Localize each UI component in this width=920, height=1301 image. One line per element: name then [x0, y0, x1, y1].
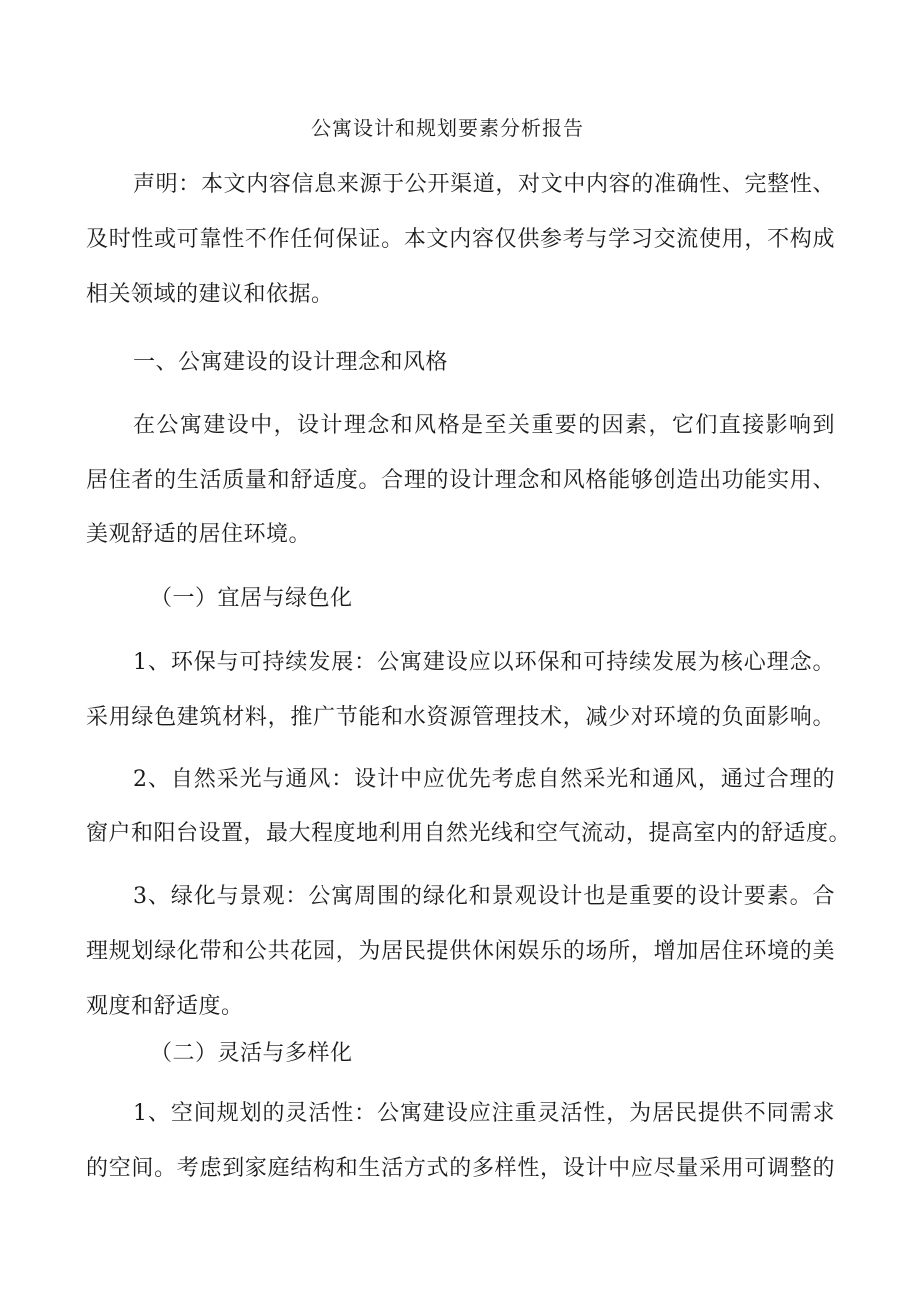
- document-title: 公寓设计和规划要素分析报告: [311, 116, 584, 140]
- paragraph-line: 的空间。考虑到家庭结构和生活方式的多样性，设计中应尽量采用可调整的: [86, 1156, 835, 1181]
- disclaimer-line-2: 及时性或可靠性不作任何保证。本文内容仅供参考与学习交流使用，不构成: [86, 227, 835, 252]
- paragraph-line: 1、空间规划的灵活性：公寓建设应注重灵活性，为居民提供不同需求: [133, 1101, 835, 1126]
- paragraph-line: 采用绿色建筑材料，推广节能和水资源管理技术，减少对环境的负面影响。: [86, 705, 835, 730]
- paragraph-line: 观度和舒适度。: [86, 994, 244, 1019]
- disclaimer-line-1: 声明：本文内容信息来源于公开渠道，对文中内容的准确性、完整性、: [133, 172, 835, 197]
- paragraph-line: 1、环保与可持续发展：公寓建设应以环保和可持续发展为核心理念。: [133, 650, 835, 675]
- paragraph-line: 理规划绿化带和公共花园，为居民提供休闲娱乐的场所，增加居住环境的美: [86, 939, 835, 964]
- paragraph-line: 居住者的生活质量和舒适度。合理的设计理念和风格能够创造出功能实用、: [86, 468, 835, 493]
- subsection-heading-1: （一）宜居与绿色化: [150, 586, 353, 611]
- paragraph-line: 美观舒适的居住环境。: [86, 522, 312, 547]
- paragraph-line: 窗户和阳台设置，最大程度地利用自然光线和空气流动，提高室内的舒适度。: [86, 821, 852, 846]
- paragraph-line: 2、自然采光与通风：设计中应优先考虑自然采光和通风，通过合理的: [133, 767, 835, 792]
- subsection-heading-2: （二）灵活与多样化: [150, 1041, 353, 1066]
- disclaimer-line-3: 相关领域的建议和依据。: [86, 282, 334, 307]
- paragraph-line: 在公寓建设中，设计理念和风格是至关重要的因素，它们直接影响到: [133, 413, 835, 438]
- paragraph-line: 3、绿化与景观：公寓周围的绿化和景观设计也是重要的设计要素。合: [133, 884, 835, 909]
- section-heading-1: 一、公寓建设的设计理念和风格: [133, 350, 449, 375]
